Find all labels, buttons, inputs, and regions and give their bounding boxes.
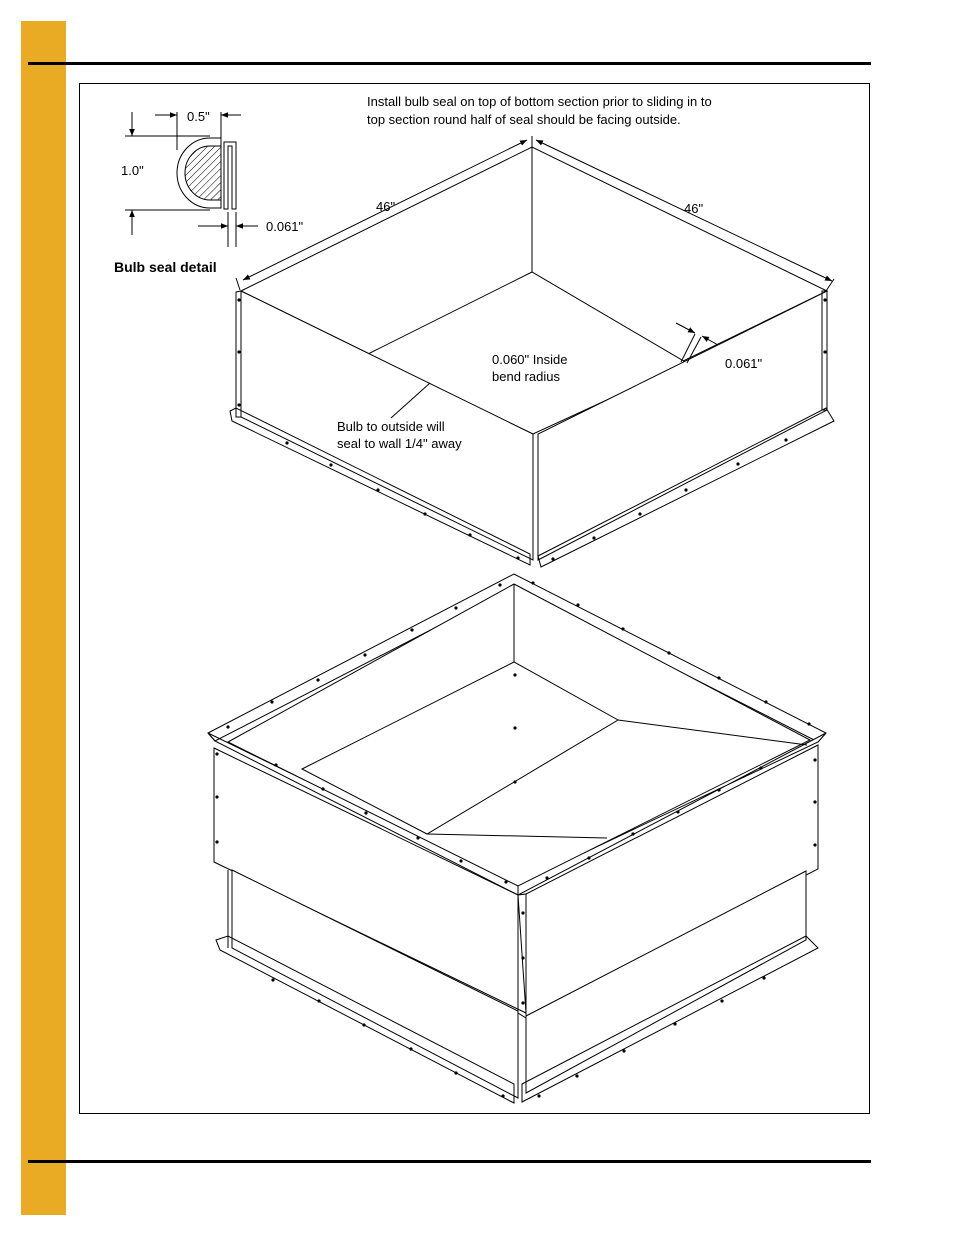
seal-width-label: 0.5" bbox=[187, 109, 210, 124]
seal-height-label: 1.0" bbox=[121, 163, 144, 178]
bulb-seal-detail bbox=[125, 112, 258, 247]
width-right-label: 46" bbox=[684, 201, 704, 216]
bulb-note-line1: Bulb to outside will bbox=[337, 419, 445, 434]
thickness-label: 0.061" bbox=[725, 356, 763, 371]
bend-note-line2: bend radius bbox=[492, 369, 560, 384]
install-note-line1: Install bulb seal on top of bottom section prior to sliding in to bbox=[367, 94, 712, 109]
bottom-section bbox=[208, 574, 826, 1103]
bulb-note-line2: seal to wall 1/4" away bbox=[337, 436, 462, 451]
install-note-line2: top section round half of seal should be facing outside. bbox=[367, 112, 681, 127]
seal-thickness-label: 0.061" bbox=[266, 219, 304, 234]
bend-note-line1: 0.060" Inside bbox=[492, 352, 568, 367]
detail-title: Bulb seal detail bbox=[114, 259, 217, 275]
width-left-label: 46" bbox=[376, 199, 396, 214]
